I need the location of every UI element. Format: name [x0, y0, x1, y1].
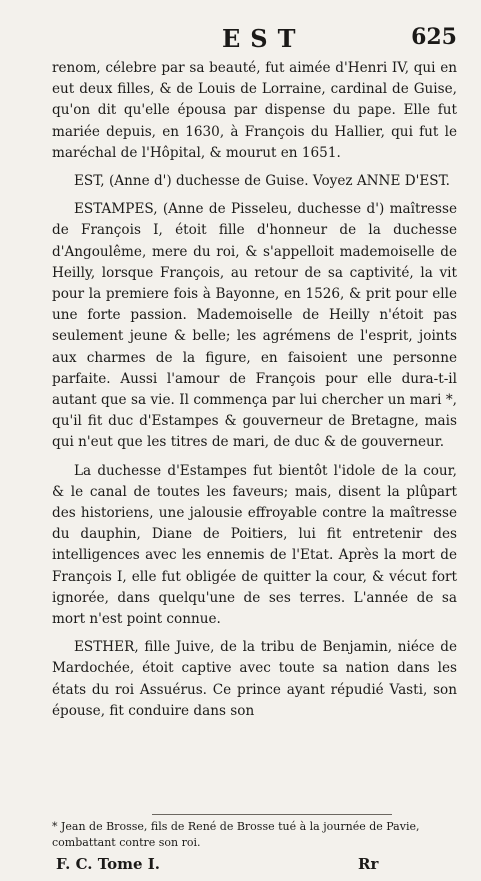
entry-estampes-continued: La duchesse d'Estampes fut bientôt l'idole de la cour, & le canal de toutes les faveurs; mais, disent la plûpart des historiens, une jalousie effroyable contre la maîtresse du dauphin, Diane de Poitiers, lui fit entretenir des intelligences avec les ennemis de l'Etat. Après la mort de François I, elle fut obligée de quitter la cour, & vécut fort ignorée, dans quelqu'une de ses terres. L'année de sa mort n'est point connue. [52, 462, 457, 628]
entry-esther: ESTHER, fille Juive, de la tribu de Benjamin, niéce de Mardochée, étoit captive avec toute sa nation dans les états du roi Assuérus. Ce prince ayant répudié Vasti, son épouse, fit conduire dans son [52, 639, 457, 719]
signature-mark-left: F. C. Tome I. [56, 855, 161, 874]
running-head: EST [222, 24, 306, 53]
signature-mark-right: Rr [358, 855, 379, 874]
entry-estampes: ESTAMPES, (Anne de Pisseleu, duchesse d') maîtresse de François I, étoit fille d'honneur de la duchesse d'Angoulême, mere du roi, & s'appelloit mademoiselle de Heilly, lorsque François, au retour de sa captivité, la vit pour la premiere fois à Bayonne, en 1526, & prit pour elle une forte passion. Mademoiselle de Heilly n'étoit pas seulement jeune & belle; les agrémens de l'esprit, joints aux charmes de la figure, en faisoient une personne parfaite. Aussi l'amour de François pour elle dura-t-il autant que sa vie. Il commença par lui chercher un mari *, qu'il fit duc d'Estampes & gouverneur de Bretagne, mais qui n'eut que les titres de mari, de duc & de gouverneur. [52, 201, 457, 451]
page-number: 625 [411, 24, 457, 50]
footnote-divider [152, 814, 392, 815]
paragraph-continuation: renom, célebre par sa beauté, fut aimée d'Henri IV, qui en eut deux filles, & de Louis de Lorraine, cardinal de Guise, qu'on dit qu'elle épousa par dispense du pape. Elle fut mariée depuis, en 1630, à François du Hallier, qui fut le maréchal de l'Hôpital, & mourut en 1651. [52, 60, 457, 161]
page-footer [52, 855, 457, 881]
body-text [52, 58, 457, 722]
page-header [52, 22, 457, 58]
footnote: * Jean de Brosse, fils de René de Brosse tué à la journée de Pavie, combattant contre son roi. [52, 820, 420, 850]
entry-est-anne: EST, (Anne d') duchesse de Guise. Voyez ANNE D'EST. [74, 173, 450, 190]
